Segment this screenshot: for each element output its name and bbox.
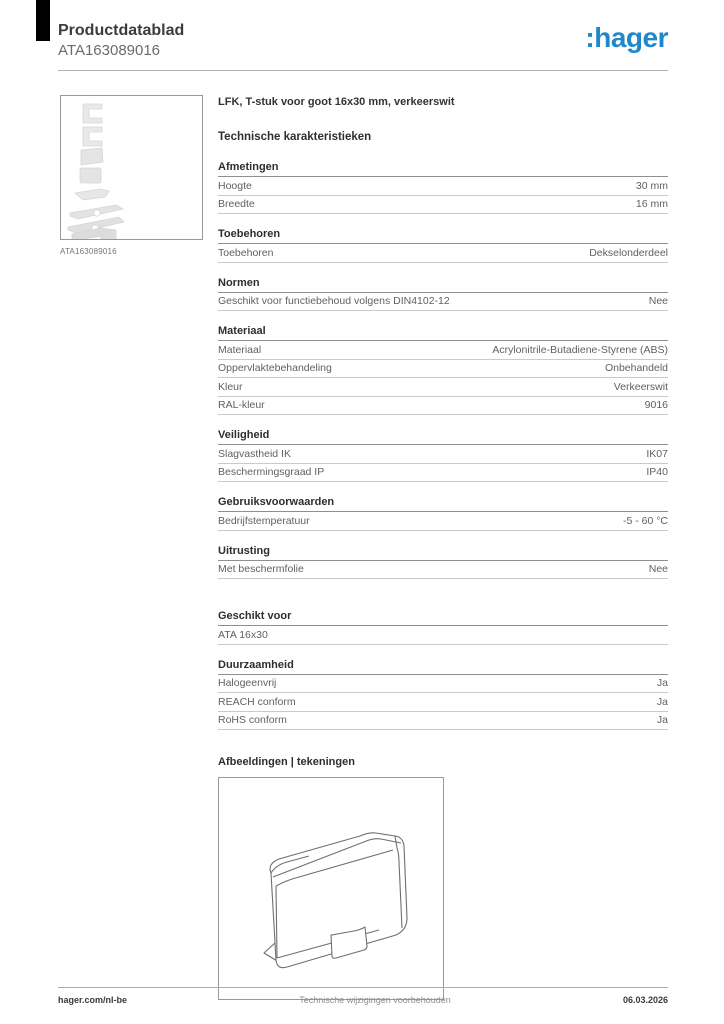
hager-logo: :hager [585,22,668,53]
spec-section [218,659,668,731]
document-title: Productdatablad [58,22,185,39]
section-rows [218,244,668,263]
section-rows [218,341,668,415]
section-title: Normen [218,277,668,293]
spec-section [218,610,668,645]
spec-value: Verkeerswit [613,380,668,393]
tech-characteristics-title: Technische karakteristieken [218,131,372,143]
section-rows [218,561,668,580]
spec-section [218,277,668,312]
spec-section [218,429,668,482]
main-content [218,96,668,1000]
spec-label: REACH conform [218,695,296,708]
section-title: Uitrusting [218,545,668,561]
spec-section [218,325,668,415]
table-row [218,675,668,694]
table-row [218,177,668,196]
table-row [218,561,668,580]
section-title: Geschikt voor [218,610,668,626]
spec-label: Halogeenvrij [218,677,277,689]
page-header [58,22,668,60]
spec-value: IP40 [646,466,668,478]
table-row [218,693,668,712]
spec-value: Ja [656,677,668,689]
section-title: Afmetingen [218,161,668,177]
spec-label: Geschikt voor functiebehoud volgens DIN4102-12 [218,295,450,307]
table-row [218,244,668,263]
product-title: LFK, T-stuk voor goot 16x30 mm, verkeerswit [218,96,455,108]
spec-value: Nee [648,295,668,307]
spec-value: Onbehandeld [604,362,668,374]
product-thumbnail [60,95,203,240]
table-row [218,196,668,215]
spec-label: Beschermingsgraad IP [218,466,325,478]
product-pieces-image [61,96,202,239]
spec-label: Kleur [218,380,243,393]
spec-value: Acrylonitrile-Butadiene-Styrene (ABS) [492,343,668,356]
spec-section [218,496,668,531]
table-row [218,445,668,464]
images-section [218,756,668,1000]
spec-value: 16 mm [635,198,668,210]
images-title: Afbeeldingen | tekeningen [218,756,355,768]
section-rows [218,626,668,645]
section-title: Duurzaamheid [218,659,668,675]
footer-date: 06.03.2026 [622,995,668,1005]
spec-value: Dekselonderdeel [589,246,668,259]
spec-label: Toebehoren [218,246,274,259]
table-row [218,293,668,312]
spec-section [218,161,668,214]
spec-label: RAL-kleur [218,399,265,411]
table-row [218,464,668,483]
section-rows [218,177,668,214]
spec-label: Breedte [218,198,255,210]
thumbnail-column [60,95,204,256]
spec-value: 30 mm [635,179,668,192]
spec-label: Oppervlaktebehandeling [218,362,332,374]
section-title: Materiaal [218,325,668,341]
section-rows [218,293,668,312]
spec-value: 9016 [644,399,668,411]
spec-label: Slagvastheid IK [218,447,291,460]
section-rows [218,445,668,482]
table-row [218,341,668,360]
page-footer [58,987,668,1005]
spec-label: RoHS conform [218,714,287,726]
section-title: Veiligheid [218,429,668,445]
technical-drawing [218,777,444,1000]
spec-label: Met beschermfolie [218,563,304,575]
spec-sections [218,161,668,730]
spec-value: Ja [656,695,668,708]
spec-value: IK07 [646,447,668,460]
product-code: ATA163089016 [58,42,161,60]
table-row [218,397,668,416]
spec-label: ATA 16x30 [218,628,268,641]
spec-value: -5 - 60 °C [622,514,668,527]
spec-section [218,228,668,263]
isometric-drawing [219,778,443,999]
section-title: Toebehoren [218,228,668,244]
thumbnail-caption: ATA163089016 [60,247,117,256]
section-rows [218,675,668,731]
table-row [218,360,668,379]
spec-label: Hoogte [218,179,252,192]
table-row [218,712,668,731]
header-divider [58,70,668,71]
footer-website-link[interactable]: hager.com/nl-be [58,995,128,1005]
section-rows [218,512,668,531]
table-row [218,512,668,531]
spec-value: Ja [656,714,668,726]
spec-value: Nee [648,563,668,575]
spec-label: Bedrijfstemperatuur [218,514,310,527]
spec-section [218,545,668,580]
section-title: Gebruiksvoorwaarden [218,496,668,512]
registration-mark [36,0,50,41]
table-row [218,626,668,645]
footer-disclaimer: Technische wijzigingen voorbehouden [299,995,451,1005]
table-row [218,378,668,397]
spec-label: Materiaal [218,343,262,356]
